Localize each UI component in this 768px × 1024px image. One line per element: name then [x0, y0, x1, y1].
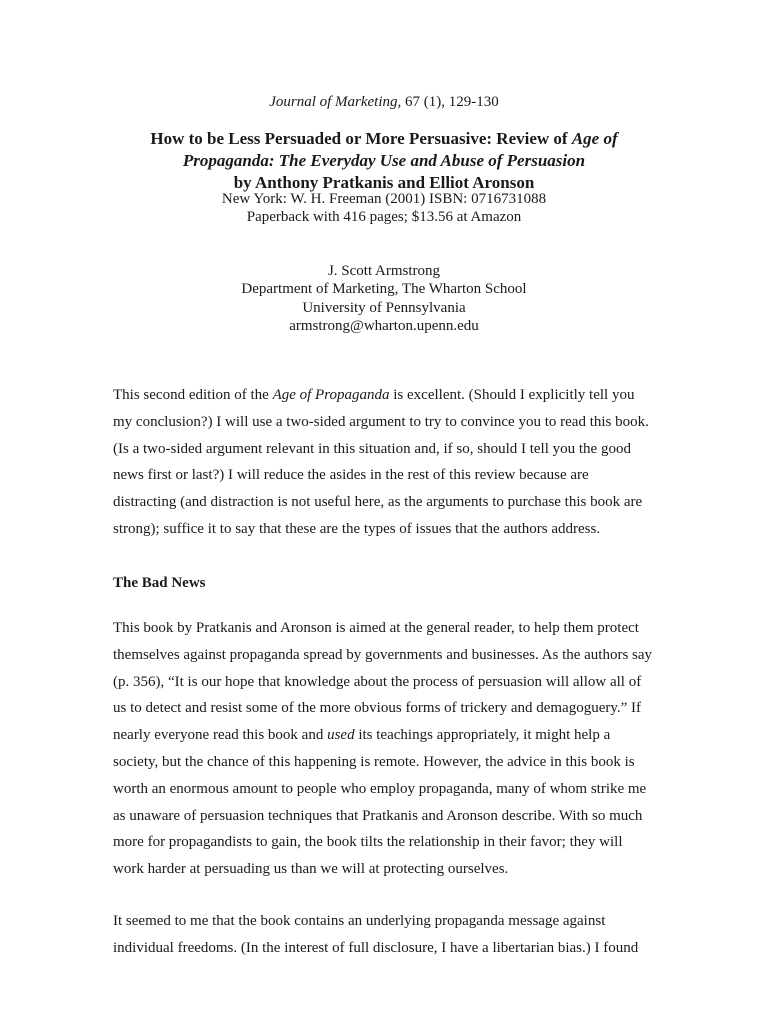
paragraph-line: themselves against propaganda spread by governments and businesses. As the authors say: [113, 646, 653, 663]
publisher-line: New York: W. H. Freeman (2001) ISBN: 0716731088: [221, 191, 547, 207]
title-line-1: How to be Less Persuaded or More Persuasive: Review of Age of: [150, 129, 618, 148]
paragraph-line: us to detect and resist some of the more obvious forms of trickery and demagoguery.” If: [113, 700, 642, 717]
paragraph-line: It seemed to me that the book contains an underlying propaganda message against: [113, 913, 606, 929]
journal-name: Journal of Marketing,: [269, 94, 402, 110]
author-department: Department of Marketing, The Wharton School: [241, 281, 527, 298]
paragraph-line: strong); suffice it to say that these are the types of issues that the authors address.: [113, 520, 601, 537]
section-heading-bad-news: The Bad News: [113, 575, 206, 591]
journal-citation: [0, 92, 768, 112]
journal-volume: 67 (1), 129-130: [401, 94, 499, 110]
intro-paragraph: [113, 382, 673, 543]
paragraph-line: This book by Pratkanis and Aronson is aimed at the general reader, to help them protect: [113, 620, 639, 636]
paragraph-line: nearly everyone read this book and used its teachings appropriately, it might help a: [113, 727, 611, 744]
paragraph-line: society, but the chance of this happening is remote. However, the advice in this book is: [113, 753, 635, 770]
paragraph-line: This second edition of the Age of Propaganda is excellent. (Should I explicitly tell you: [113, 387, 635, 403]
paragraph-line: my conclusion?) I will use a two-sided argument to try to convince you to read this book.: [113, 413, 649, 430]
title-line-3: by Anthony Pratkanis and Elliot Aronson: [233, 173, 535, 192]
review-title: [0, 128, 768, 194]
author-university: University of Pennsylvania: [302, 299, 466, 316]
book-title-part: Age of: [571, 129, 618, 148]
paragraph-line: as unaware of persuasion techniques that Pratkanis and Aronson describe. With so much: [113, 807, 643, 824]
author-email: armstrong@wharton.upenn.edu: [289, 317, 479, 334]
price-line: Paperback with 416 pages; $13.56 at Amazon: [246, 209, 522, 225]
paragraph-line: worth an enormous amount to people who employ propaganda, many of whom strike me: [113, 780, 647, 797]
paragraph-line: news first or last?) I will reduce the asides in the rest of this review because are: [113, 467, 589, 484]
title-line-2: Propaganda: The Everyday Use and Abuse of Persuasion: [182, 151, 586, 170]
author-block: [0, 262, 768, 335]
third-paragraph: [113, 908, 673, 962]
paragraph-line: individual freedoms. (In the interest of full disclosure, I have a libertarian bias.) I found: [113, 939, 639, 956]
publication-info: [0, 190, 768, 226]
paragraph-line: work harder at persuading us than we will at protecting ourselves.: [113, 861, 509, 878]
author-name: J. Scott Armstrong: [327, 263, 441, 279]
paragraph-line: (p. 356), “It is our hope that knowledge about the process of persuasion will allow all of: [113, 673, 642, 690]
paragraph-line: distracting (and distraction is not useful here, as the arguments to purchase this book are: [113, 494, 643, 511]
paragraph-line: (Is a two-sided argument relevant in this situation and, if so, should I tell you the good: [113, 440, 631, 457]
paragraph-line: more for propagandists to gain, the book tilts the relationship in their favor; they will: [113, 834, 623, 851]
bad-news-paragraph: [113, 615, 673, 883]
